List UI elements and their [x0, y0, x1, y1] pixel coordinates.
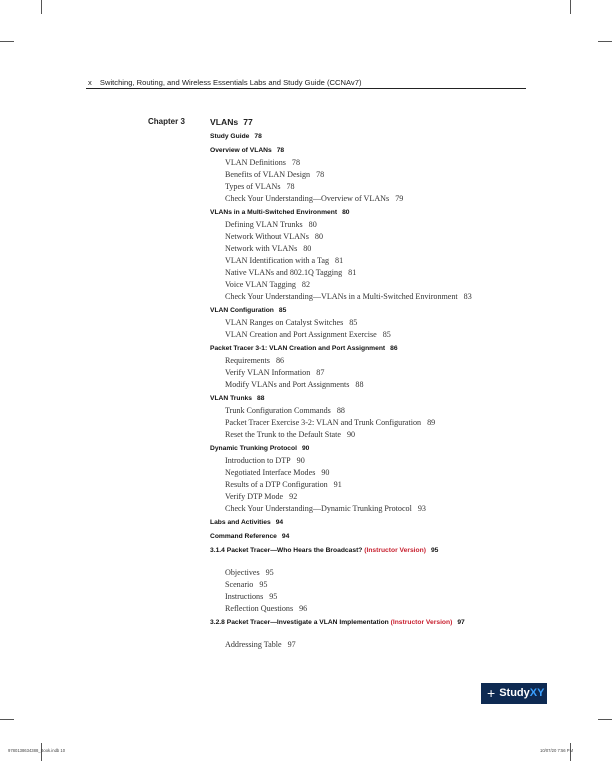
entry-title: Network with VLANs	[225, 244, 298, 253]
plus-icon: +	[487, 685, 496, 701]
entry-page: 78	[291, 158, 301, 167]
toc-section[interactable]	[210, 207, 540, 219]
studyxy-logo	[481, 683, 547, 704]
toc-section[interactable]	[210, 617, 540, 639]
toc-entry[interactable]	[210, 329, 540, 341]
toc-section[interactable]	[210, 145, 540, 157]
entry-title: VLAN Creation and Port Assignment Exercise	[225, 330, 377, 339]
entry-page: 80	[308, 220, 317, 229]
toc-entry[interactable]	[210, 355, 540, 367]
entry-page: 90	[296, 456, 305, 465]
toc-entry[interactable]	[210, 231, 540, 243]
entry-title: VLAN Ranges on Catalyst Switches	[225, 318, 344, 327]
toc-section[interactable]	[210, 517, 540, 529]
footer-date: 10/07/20 7:56 PM	[540, 748, 574, 753]
toc-entry[interactable]	[210, 291, 540, 303]
entry-title: Results of a DTP Configuration	[225, 480, 328, 489]
section-title: Overview of VLANs	[210, 147, 272, 154]
toc-entry[interactable]	[210, 157, 540, 169]
entry-title: Types of VLANs	[225, 182, 281, 191]
entry-page: 85	[349, 318, 358, 327]
toc-entry[interactable]	[210, 429, 540, 441]
toc-section[interactable]	[210, 443, 540, 455]
section-title: Command Reference	[210, 533, 277, 540]
toc-entry[interactable]	[210, 169, 540, 181]
entry-title: VLAN Identification with a Tag	[225, 256, 330, 265]
entry-title: Defining VLAN Trunks	[225, 220, 303, 229]
instructor-note: (Instructor Version)	[390, 619, 453, 626]
entry-title: Instructions	[225, 592, 264, 601]
toc-entry[interactable]	[210, 279, 540, 291]
section-page: 78	[276, 147, 285, 154]
toc-entry[interactable]	[210, 255, 540, 267]
crop-mark	[0, 41, 14, 42]
entry-page: 88	[336, 406, 345, 415]
toc-section[interactable]	[210, 393, 540, 405]
footer-file: 9780138634388_Book.indb 10	[8, 748, 66, 753]
entry-page: 85	[382, 330, 391, 339]
crop-mark	[41, 0, 42, 14]
toc-entry[interactable]	[210, 567, 540, 579]
toc-entry[interactable]	[210, 503, 540, 515]
header-rule	[86, 88, 526, 89]
entry-page: 81	[348, 268, 357, 277]
entry-page: 91	[333, 480, 342, 489]
entry-title: Negotiated Interface Modes	[225, 468, 316, 477]
entry-page: 90	[347, 430, 356, 439]
entry-title: Check Your Understanding—Dynamic Trunking Protocol	[225, 504, 412, 513]
section-page: 85	[278, 307, 287, 314]
section-page: 78	[254, 133, 262, 140]
entry-title: Voice VLAN Tagging	[225, 280, 296, 289]
entry-page: 87	[316, 368, 325, 377]
section-page: 94	[275, 519, 284, 526]
entry-title: Requirements	[225, 356, 270, 365]
entry-page: 97	[287, 640, 296, 649]
toc-section[interactable]	[210, 545, 540, 567]
entry-page: 82	[301, 280, 311, 289]
entry-page: 96	[299, 604, 308, 613]
entry-page: 92	[289, 492, 298, 501]
toc-entry[interactable]	[210, 193, 540, 205]
section-title: VLAN Configuration	[210, 307, 274, 314]
toc-entry[interactable]	[210, 603, 540, 615]
crop-mark	[598, 41, 612, 42]
entry-page: 95	[265, 568, 274, 577]
entry-title: VLAN Definitions	[225, 158, 286, 167]
section-title: Packet Tracer 3-1: VLAN Creation and Port Assignment	[210, 345, 386, 352]
section-title: Study Guide	[210, 133, 250, 140]
header-title: Switching, Routing, and Wireless Essentials Labs and Study Guide (CCNAv7)	[99, 78, 362, 87]
section-title: Dynamic Trunking Protocol	[210, 445, 297, 452]
entry-page: 95	[269, 592, 278, 601]
toc-entry[interactable]	[210, 455, 540, 467]
crop-mark	[598, 719, 612, 720]
entry-title: Check Your Understanding—VLANs in a Multi-Switched Environment	[225, 292, 458, 301]
section-title: Labs and Activities	[210, 519, 271, 526]
toc-entry[interactable]	[210, 491, 540, 503]
entry-title: Benefits of VLAN Design	[225, 170, 311, 179]
instructor-note: (Instructor Version)	[364, 547, 426, 554]
entry-page: 93	[417, 504, 426, 513]
entry-page: 90	[321, 468, 330, 477]
section-page: 86	[390, 345, 398, 352]
entry-title: Native VLANs and 802.1Q Tagging	[225, 268, 343, 277]
entry-page: 79	[395, 194, 404, 203]
chapter-label: Chapter 3	[148, 117, 185, 126]
entry-title: Addressing Table	[225, 640, 282, 649]
toc-section[interactable]	[210, 343, 540, 355]
entry-page: 78	[286, 182, 295, 191]
section-page: 80	[342, 209, 350, 216]
toc-entry[interactable]	[210, 479, 540, 491]
entry-title: Introduction to DTP	[225, 456, 291, 465]
logo-text: Study	[499, 687, 530, 699]
entry-title: Verify VLAN Information	[225, 368, 311, 377]
chapter-title[interactable]	[210, 115, 540, 129]
toc-entry[interactable]	[210, 243, 540, 255]
section-page: 90	[301, 445, 310, 452]
entry-page: 80	[303, 244, 312, 253]
table-of-contents	[210, 115, 540, 651]
section-title: 3.2.8 Packet Tracer—Investigate a VLAN Implementation	[210, 619, 389, 626]
chapter-page: 77	[243, 117, 253, 127]
toc-entry[interactable]	[210, 467, 540, 479]
entry-page: 95	[259, 580, 268, 589]
entry-title: Trunk Configuration Commands	[225, 406, 331, 415]
toc-section[interactable]	[210, 305, 540, 317]
toc-entry[interactable]	[210, 379, 540, 391]
toc-entry[interactable]	[210, 639, 540, 651]
entry-title: Scenario	[225, 580, 254, 589]
entry-page: 80	[314, 232, 323, 241]
toc-section[interactable]	[210, 131, 540, 143]
toc-entry[interactable]	[210, 181, 540, 193]
section-page: 97	[457, 619, 465, 626]
section-title: 3.1.4 Packet Tracer—Who Hears the Broadcast?	[210, 547, 363, 554]
entry-page: 83	[463, 292, 472, 301]
entry-title: Check Your Understanding—Overview of VLANs	[225, 194, 390, 203]
crop-mark	[0, 719, 14, 720]
entry-page: 78	[316, 170, 325, 179]
entry-title: Packet Tracer Exercise 3-2: VLAN and Trunk Configuration	[225, 418, 422, 427]
toc-entry[interactable]	[210, 219, 540, 231]
logo-accent: XY	[529, 687, 545, 699]
toc-entry[interactable]	[210, 579, 540, 591]
section-title: VLANs in a Multi-Switched Environment	[210, 209, 338, 216]
entry-page: 88	[355, 380, 364, 389]
toc-entry[interactable]	[210, 367, 540, 379]
entry-title: Verify DTP Mode	[225, 492, 284, 501]
chapter-title-text: VLANs	[210, 117, 239, 127]
toc-entry[interactable]	[210, 405, 540, 417]
toc-entry[interactable]	[210, 267, 540, 279]
toc-section[interactable]	[210, 531, 540, 543]
toc-entry[interactable]	[210, 417, 540, 429]
running-header	[88, 78, 361, 87]
entry-title: Reset the Trunk to the Default State	[225, 430, 341, 439]
entry-page: 81	[335, 256, 344, 265]
entry-title: Modify VLANs and Port Assignments	[225, 380, 350, 389]
toc-entry[interactable]	[210, 317, 540, 329]
entry-title: Network Without VLANs	[225, 232, 309, 241]
section-title: VLAN Trunks	[210, 395, 252, 402]
section-page: 94	[281, 533, 290, 540]
entry-page: 86	[275, 356, 285, 365]
entry-title: Reflection Questions	[225, 604, 294, 613]
section-page: 88	[257, 395, 265, 402]
entry-page: 89	[427, 418, 436, 427]
entry-title: Objectives	[225, 568, 260, 577]
header-page-number: x	[88, 78, 92, 87]
section-page: 95	[430, 547, 439, 554]
toc-entry[interactable]	[210, 591, 540, 603]
crop-mark	[570, 0, 571, 14]
